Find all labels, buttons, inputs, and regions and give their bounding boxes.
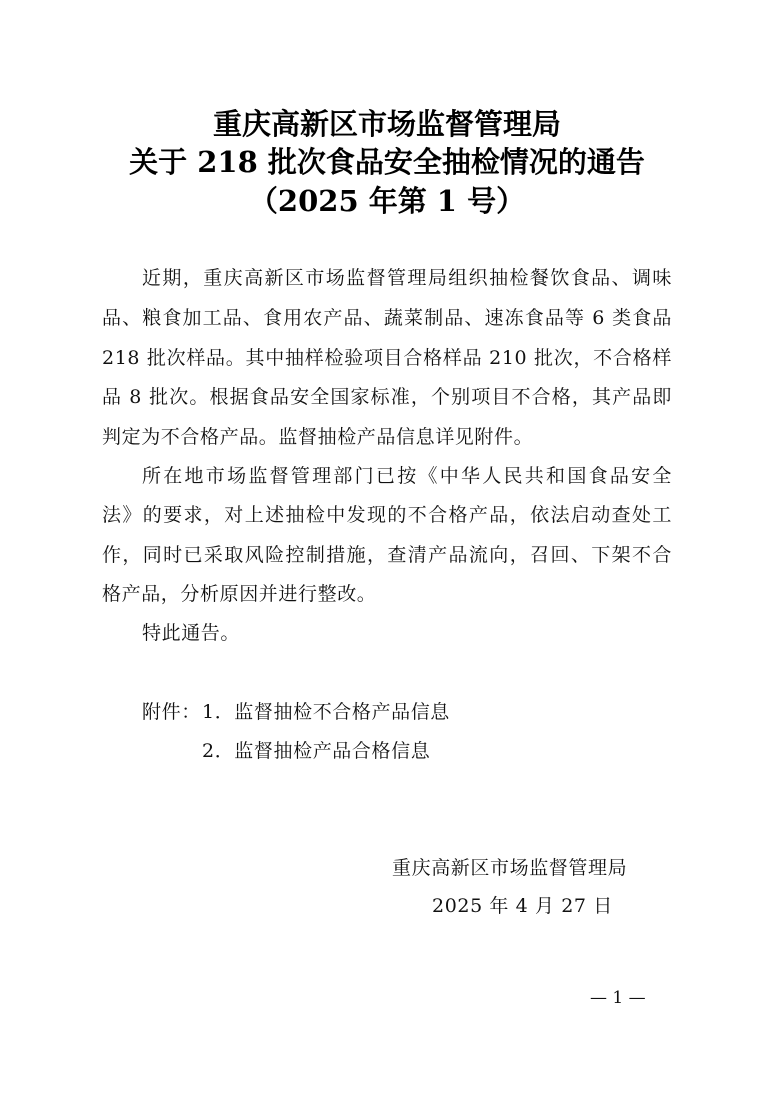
paragraph-2-line-1: 所在地市场监督管理部门已按《中华人民共和国食品安全 bbox=[142, 465, 672, 487]
signature-date: 2025 年 4 月 27 日 bbox=[432, 895, 613, 917]
title-line-2: 关于 218 批次食品安全抽检情况的通告 bbox=[129, 145, 645, 179]
title-line-1: 重庆高新区市场监督管理局 bbox=[212, 107, 561, 141]
title-line-3: （2025 年第 1 号） bbox=[248, 184, 526, 218]
paragraph-2-line-4: 格产品，分析原因并进行整改。 bbox=[102, 583, 377, 605]
paragraph-1-line-2: 品、粮食加工品、食用农产品、蔬菜制品、速冻食品等 6 类食品 bbox=[102, 307, 672, 329]
paragraph-2-line-2: 法》的要求，对上述抽检中发现的不合格产品，依法启动查处工 bbox=[102, 504, 672, 526]
paragraph-1-line-5: 判定为不合格产品。监督抽检产品信息详见附件。 bbox=[102, 426, 534, 448]
paragraph-2-line-3: 作，同时已采取风险控制措施，查清产品流向，召回、下架不合 bbox=[102, 544, 672, 566]
paragraph-1-line-3: 218 批次样品。其中抽样检验项目合格样品 210 批次，不合格样 bbox=[102, 347, 672, 369]
closing-text: 特此通告。 bbox=[142, 622, 241, 644]
attachments-label: 附件： bbox=[142, 701, 201, 723]
page-number: — 1 — bbox=[590, 988, 646, 1008]
attachment-item-1: 1．监督抽检不合格产品信息 bbox=[202, 701, 450, 723]
attachment-item-2: 2．监督抽检产品合格信息 bbox=[202, 740, 431, 762]
signature-org: 重庆高新区市场监督管理局 bbox=[392, 857, 628, 879]
paragraph-1-line-4: 品 8 批次。根据食品安全国家标准，个别项目不合格，其产品即 bbox=[102, 386, 672, 408]
paragraph-1-line-1: 近期，重庆高新区市场监督管理局组织抽检餐饮食品、调味 bbox=[142, 267, 672, 289]
